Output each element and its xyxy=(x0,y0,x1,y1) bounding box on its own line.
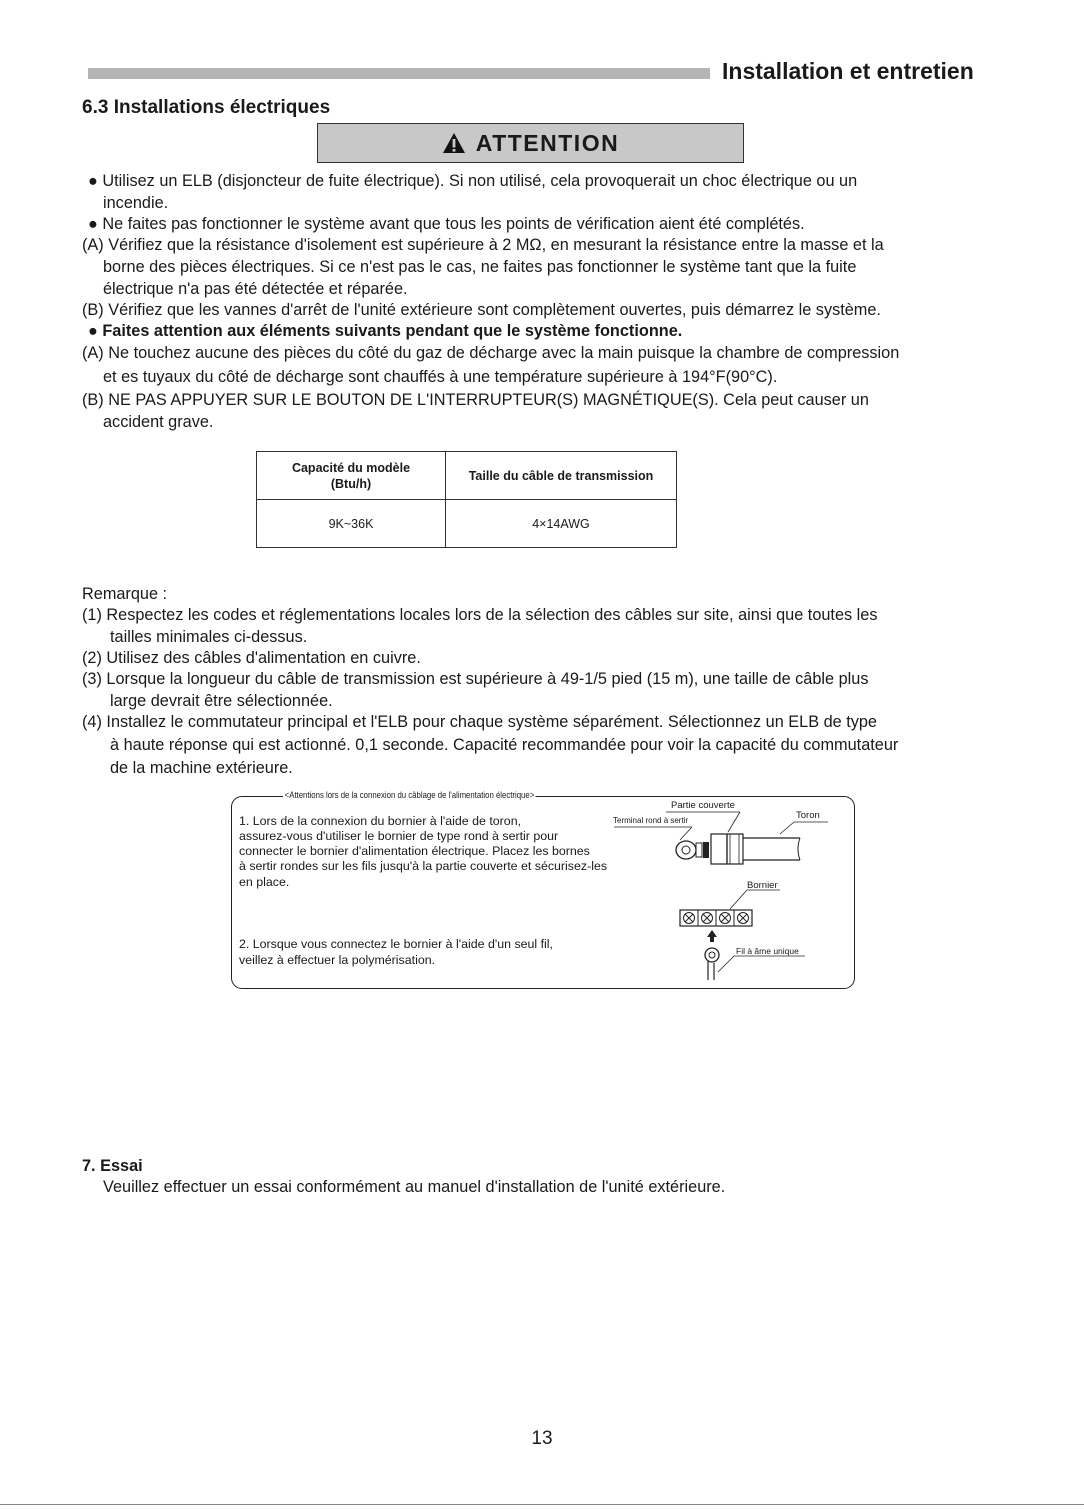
single-wire-loop-icon xyxy=(705,948,719,980)
wiring-note-title: <Attentions lors de la connexion du câblage de l'alimentation électrique> xyxy=(284,790,535,801)
note-item1-line: à sertir rondes sur les fils jusqu'à la partie couverte et sécurisez-les xyxy=(239,859,608,873)
remarks-title: Remarque : xyxy=(82,585,168,603)
remark-line: (3) Lorsque la longueur du câble de transmission est supérieure à 49-1/5 pied (15 m), une taille de câble plus xyxy=(82,670,869,688)
note-item1-line: assurez-vous d'utiliser le bornier de type rond à sertir pour xyxy=(239,829,559,843)
table-header-capacity-line2: (Btu/h) xyxy=(330,476,372,491)
body-line: (A) Ne touchez aucune des pièces du côté du gaz de décharge avec la main puisque la chambre de compression xyxy=(82,344,900,362)
attention-banner xyxy=(317,123,744,163)
remark-line: de la machine extérieure. xyxy=(110,759,293,777)
remark-line: tailles minimales ci-dessus. xyxy=(110,628,308,646)
warning-icon xyxy=(442,132,466,154)
note-item1-line: connecter le bornier d'alimentation électrique. Placez les bornes xyxy=(239,844,590,858)
essai-text: Veuillez effectuer un essai conformément au manuel d'installation de l'unité extérieure. xyxy=(103,1178,726,1196)
table-header-capacity xyxy=(257,452,446,500)
body-line: ● Utilisez un ELB (disjoncteur de fuite électrique). Si non utilisé, cela provoquerait un choc électrique ou un xyxy=(88,172,858,190)
wiring-diagram xyxy=(600,796,850,986)
note-item2-line: 2. Lorsque vous connectez le bornier à l'aide d'un seul fil, xyxy=(239,937,554,951)
body-line: ● Ne faites pas fonctionner le système avant que tous les points de vérification aient été complétés. xyxy=(88,215,805,233)
bottom-divider xyxy=(0,1504,1084,1505)
table-cell-capacity: 9K~36K xyxy=(257,500,446,548)
cable-spec-table xyxy=(256,451,677,548)
remark-line: (4) Installez le commutateur principal et l'ELB pour chaque système séparément. Sélectionnez un ELB de type xyxy=(82,713,877,731)
label-terminal-block: Bornier xyxy=(747,880,778,891)
body-line: borne des pièces électriques. Si ce n'est pas le cas, ne faites pas fonctionner le système tant que la fuite xyxy=(103,258,857,276)
header-bar xyxy=(88,68,710,79)
remark-line: (1) Respectez les codes et réglementations locales lors de la sélection des câbles sur site, ainsi que toutes les xyxy=(82,606,878,624)
attention-label: ATTENTION xyxy=(475,129,620,156)
label-covered-part: Partie couverte xyxy=(671,800,735,811)
body-line-bold: ● Faites attention aux éléments suivants pendant que le système fonctionne. xyxy=(88,322,683,340)
table-row xyxy=(257,500,677,548)
note-item1-line: en place. xyxy=(239,875,290,889)
note-item2-line: veillez à effectuer la polymérisation. xyxy=(239,953,436,967)
label-strand: Toron xyxy=(796,810,820,821)
table-header-cable-size: Taille du câble de transmission xyxy=(446,452,677,500)
body-line: électrique n'a pas été détectée et réparée. xyxy=(103,280,408,298)
ring-terminal-icon xyxy=(676,834,800,864)
note-item1-line: 1. Lors de la connexion du bornier à l'aide de toron, xyxy=(239,814,522,828)
table-cell-cable-size: 4×14AWG xyxy=(446,500,677,548)
body-line: (A) Vérifiez que la résistance d'isolement est supérieure à 2 MΩ, en mesurant la résistance entre la masse et la xyxy=(82,236,884,254)
table-header-row xyxy=(257,452,677,500)
terminal-block-icon xyxy=(680,910,752,926)
section-title: 6.3 Installations électriques xyxy=(82,97,331,118)
body-line: (B) Vérifiez que les vannes d'arrêt de l'unité extérieure sont complètement ouvertes, puis démarrez le système. xyxy=(82,301,881,319)
label-round-terminal: Terminal rond à sertir xyxy=(613,816,689,825)
body-line: et es tuyaux du côté de décharge sont chauffés à une température supérieure à 194°F(90°C). xyxy=(103,368,778,386)
remark-line: (2) Utilisez des câbles d'alimentation en cuivre. xyxy=(82,649,421,667)
body-line: (B) NE PAS APPUYER SUR LE BOUTON DE L'INTERRUPTEUR(S) MAGNÉTIQUE(S). Cela peut causer un xyxy=(82,391,869,409)
remark-line: à haute réponse qui est actionné. 0,1 seconde. Capacité recommandée pour voir la capacité du commutateur xyxy=(110,736,899,754)
page-number: 13 xyxy=(531,1428,553,1449)
body-line: accident grave. xyxy=(103,413,214,431)
essai-title: 7. Essai xyxy=(82,1157,143,1175)
label-single-wire: Fil à âme unique xyxy=(736,946,799,956)
arrow-up-icon xyxy=(707,930,717,942)
header-title: Installation et entretien xyxy=(722,58,974,84)
body-line: incendie. xyxy=(103,194,169,212)
table-header-capacity-line1: Capacité du modèle xyxy=(291,460,411,475)
remark-line: large devrait être sélectionnée. xyxy=(110,692,333,710)
